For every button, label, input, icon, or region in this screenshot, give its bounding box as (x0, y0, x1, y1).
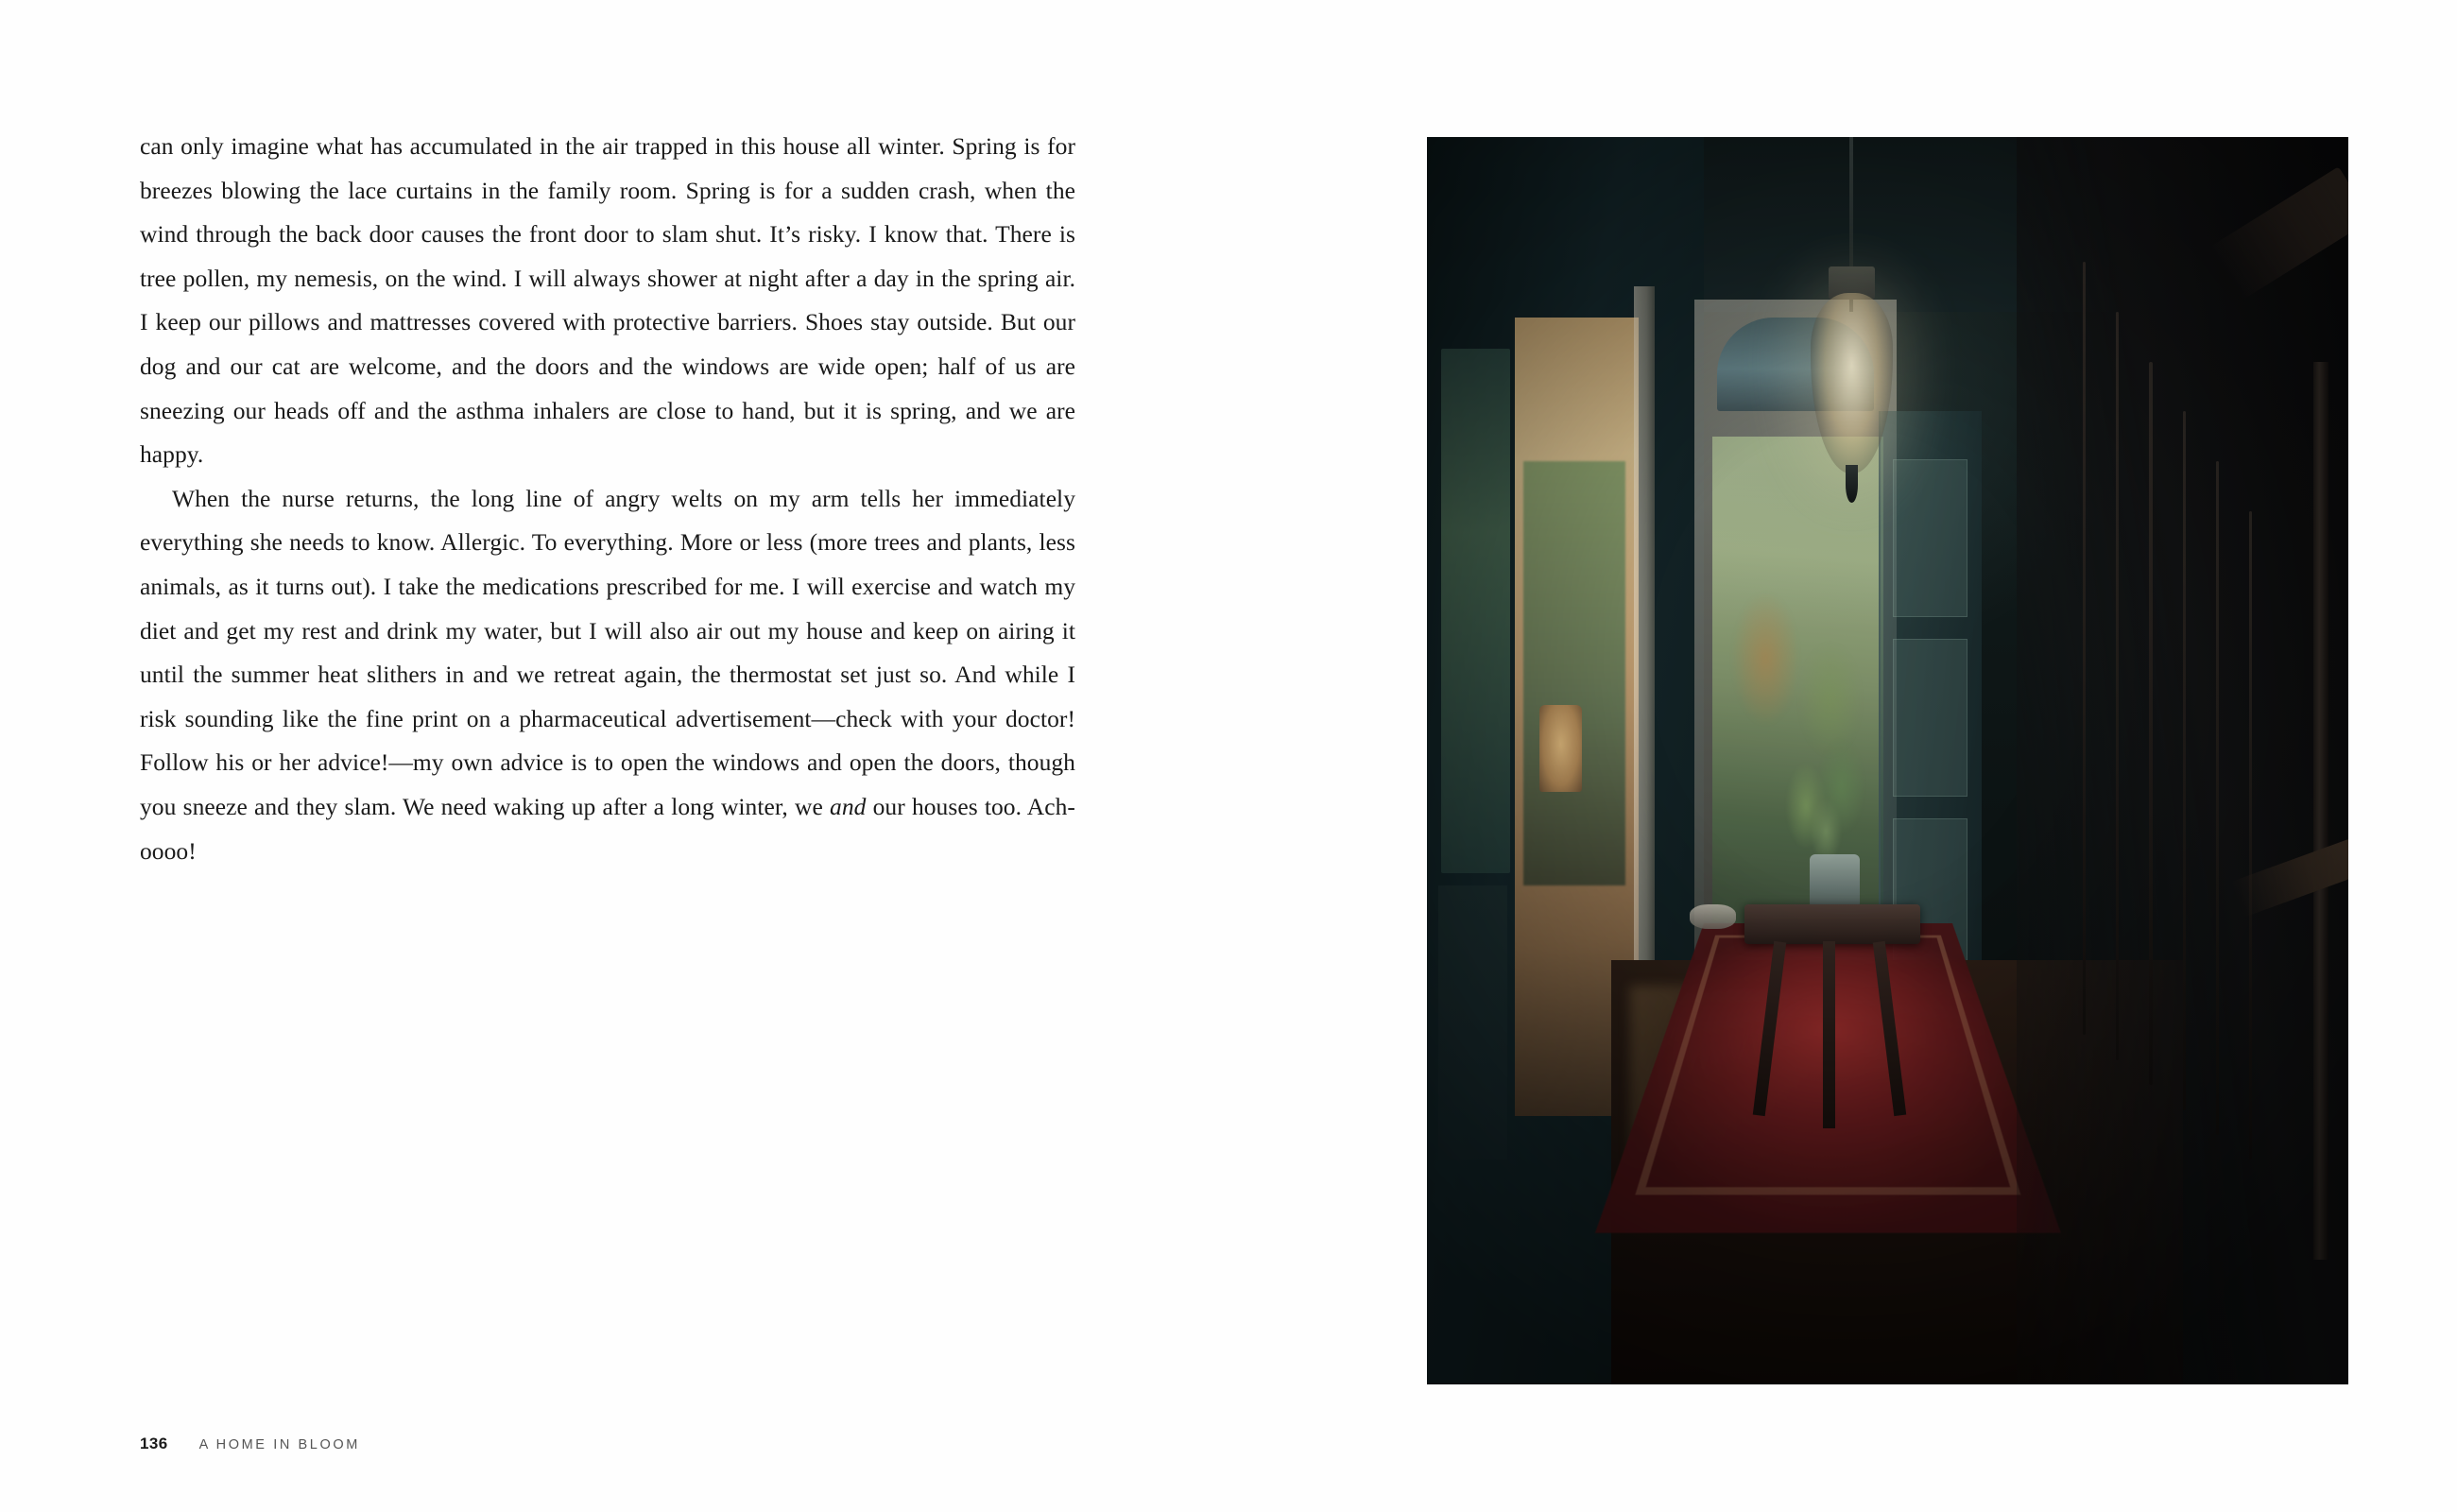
paragraph-2 (140, 477, 1075, 873)
baluster (2183, 411, 2186, 1109)
newel-post (2313, 362, 2328, 1260)
shoes-on-floor (1690, 904, 1736, 929)
side-window-lower (1438, 885, 1507, 1160)
table-leg-2 (1823, 941, 1835, 1128)
baluster (2083, 262, 2086, 1035)
baluster (2249, 511, 2252, 1160)
running-foot (140, 1435, 360, 1453)
potted-plant (1773, 723, 1883, 872)
page-number: 136 (140, 1435, 168, 1452)
baluster (2116, 312, 2119, 1060)
paragraph-2-text-b: our houses too. Ach-oooo! (140, 792, 1075, 865)
paragraph-2-emphasis: and (830, 792, 867, 820)
side-window-upper (1441, 349, 1510, 872)
paragraph-1-text: can only imagine what has accumulated in the air trapped in this house all winter. Spring is for breezes blowing the lace curtains in the family room. Spring is for a sudden crash, when the wind through the back door causes the front door to slam shut. It’s risky. I know that. There is tree pollen, my nemesis, on the wind. I will always shower at night after a day in the spring air. I keep our pillows and mattresses covered with protective barriers. Shoes stay outside. But our dog and our cat are welcome, and the doors and the windows are wide open; half of us are sneezing our heads off and the asthma inhalers are close to hand, but it is spring, and we are happy. (140, 132, 1075, 469)
baluster (2216, 461, 2219, 1135)
adjacent-room-window (1523, 461, 1624, 885)
hall-table-top (1744, 904, 1919, 944)
body-text-column (140, 125, 1075, 873)
pendant-finial (1846, 465, 1859, 503)
baluster (2149, 362, 2152, 1086)
door-pane-2 (1893, 639, 1967, 797)
door-pane-1 (1893, 459, 1967, 617)
running-title: A HOME IN BLOOM (198, 1437, 360, 1452)
hallway-photograph (1427, 137, 2348, 1384)
table-lamp (1539, 705, 1582, 792)
paragraph-2-text-a: When the nurse returns, the long line of angry welts on my arm tells her immediately everything she needs to know. Allergic. To everything. More or less (more trees and plants, less animals, as it turns out). I take the medications prescribed for me. I will exercise and watch my diet and get my rest and drink my water, but I will also air out my house and keep on airing it until the summer heat slithers in and we retreat again, the thermostat set just so. And while I risk sounding like the fine print on a pharmaceutical advertisement—check with your doctor! Follow his or her advice!—my own advice is to open the windows and open the doors, though you sneeze and they slam. We need waking up after a long winter, we (140, 484, 1075, 820)
paragraph-1 (140, 125, 1075, 477)
staircase-banister (2017, 137, 2348, 1384)
handrail-upper (2209, 166, 2348, 301)
photo-canvas (1427, 137, 2348, 1384)
